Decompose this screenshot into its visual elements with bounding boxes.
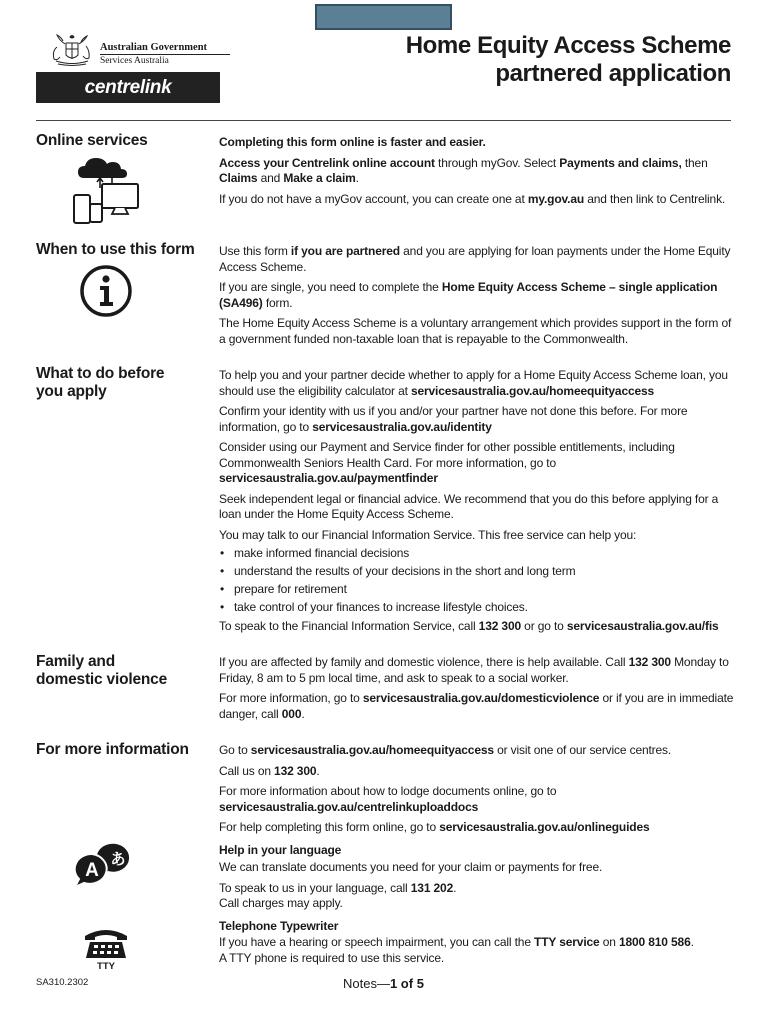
advice-paragraph: Seek independent legal or financial advice. We recommend that you do this before applying for a loan under the Home Equity Access Scheme. [219, 491, 719, 521]
list-item: • prepare for retirement [219, 582, 734, 598]
title-line-2: partnered application [495, 60, 731, 87]
online-guides-paragraph: For help completing this form online, go to servicesaustralia.gov.au/onlineguides [219, 820, 650, 834]
identity-link[interactable]: servicesaustralia.gov.au/identity [312, 419, 492, 434]
mygov-link[interactable]: my.gov.au [527, 191, 585, 206]
partnered-paragraph: Use this form if you are partnered and you are applying for loan payments under the Home Equity Access Scheme. [219, 244, 731, 274]
language-phone-paragraph: To speak to us in your language, call 131 202. [219, 880, 457, 895]
mygov-paragraph: If you do not have a myGov account, you can create one at my.gov.au and then link to Centrelink. [219, 191, 726, 206]
page-title [406, 32, 731, 88]
translate-paragraph: We can translate documents you need for your claim or payments for free. [219, 860, 603, 874]
gov-name: Australian Government [100, 42, 208, 53]
single-paragraph: If you are single, you need to complete the Home Equity Access Scheme – single application (SA496) form. [219, 280, 718, 310]
online-access-paragraph: Access your Centrelink online account through myGov. Select Payments and claims, then Claims and Make a claim. [219, 155, 708, 185]
paymentfinder-paragraph: Consider using our Payment and Service finder for other possible entitlements, including Commonwealth Seniors Health Card. For more information, go to servicesaustralia.gov.au/paymentfinder [219, 440, 675, 485]
online-intro: Completing this form online is faster and easier. [219, 135, 486, 149]
violence-heading: Family and domestic violence [36, 653, 167, 688]
tty-icon-label: TTY [97, 961, 115, 970]
language-icon-letter-a: A [85, 860, 99, 881]
language-heading: Help in your language [219, 842, 342, 857]
scheme-description: The Home Equity Access Scheme is a voluntary arrangement which provides support in the form of a government funded non-taxable loan that is repayable to the Commonwealth. [219, 316, 732, 346]
call-charges-note: Call charges may apply. [219, 896, 343, 910]
violence-info-paragraph: For more information, go to servicesaustralia.gov.au/domesticviolence or if you are in immediate danger, call 000. [219, 691, 734, 721]
before-apply-body [219, 368, 734, 639]
online-services-body [219, 135, 734, 212]
onlineguides-link[interactable]: servicesaustralia.gov.au/onlineguides [439, 820, 650, 834]
fis-bullet-list [219, 546, 734, 616]
tty-paragraph: If you have a hearing or speech impairment, you can call the TTY service on 1800 810 586. [219, 935, 694, 949]
tty-phone-icon [82, 926, 130, 970]
uploaddocs-link[interactable]: servicesaustralia.gov.au/centrelinkuploaddocs [219, 799, 479, 814]
info-icon [79, 264, 133, 318]
homeequityaccess-link[interactable]: servicesaustralia.gov.au/homeequityaccess [410, 383, 655, 398]
language-icon-glyph: あ [110, 850, 126, 868]
when-to-use-body [219, 244, 734, 352]
gov-divider [100, 54, 230, 55]
tty-requirement: A TTY phone is required to use this service. [219, 950, 445, 965]
title-divider [36, 120, 731, 121]
more-info-heading: For more information [36, 741, 189, 758]
coat-of-arms-icon [48, 33, 96, 67]
before-apply-heading: What to do before you apply [36, 365, 165, 400]
upload-docs-paragraph: For more information about how to lodge documents online, go to servicesaustralia.gov.au/centrelinkuploaddocs [219, 784, 557, 814]
when-to-use-heading: When to use this form [36, 241, 195, 258]
fis-intro: You may talk to our Financial Information Service. This free service can help you: [219, 527, 637, 542]
fis-contact-paragraph: To speak to the Financial Information Service, call 132 300 or go to servicesaustralia.gov.au/fis [219, 618, 719, 633]
online-services-heading: Online services [36, 132, 148, 149]
website-paragraph: Go to servicesaustralia.gov.au/homeequityaccess or visit one of our service centres. [219, 743, 672, 757]
agency-name: Services Australia [100, 56, 169, 66]
title-line-1: Home Equity Access Scheme [405, 32, 731, 59]
devices-cloud-icon [70, 154, 142, 226]
fis-link[interactable]: servicesaustralia.gov.au/fis [566, 618, 719, 633]
list-item: • understand the results of your decisions in the short and long term [219, 564, 734, 580]
centrelink-logo [36, 33, 220, 105]
more-info-body [219, 743, 734, 971]
language-translation-icon [72, 842, 140, 888]
tty-heading: Telephone Typewriter [219, 918, 339, 933]
calculator-paragraph: To help you and your partner decide whether to apply for a Home Equity Access Scheme loan, you should use the eligibility calculator at servicesaustralia.gov.au/homeequityaccess [219, 368, 728, 398]
phone-paragraph: Call us on 132 300. [219, 763, 320, 778]
identity-paragraph: Confirm your identity with us if you and/or your partner have not done this before. For more information, go to servicesaustralia.gov.au/identity [219, 404, 688, 434]
paymentfinder-link[interactable]: servicesaustralia.gov.au/paymentfinder [219, 471, 438, 485]
top-tab-marker [315, 4, 452, 30]
homeequityaccess-link-2[interactable]: servicesaustralia.gov.au/homeequityaccess [250, 743, 494, 757]
list-item: • take control of your finances to increase lifestyle choices. [219, 600, 734, 616]
violence-body [219, 655, 734, 727]
page-number: Notes—1 of 5 [343, 976, 424, 991]
form-code: SA310.2302 [36, 977, 89, 988]
domesticviolence-link[interactable]: servicesaustralia.gov.au/domesticviolence [362, 691, 600, 705]
brand-bar: centrelink [36, 72, 220, 103]
violence-help-paragraph: If you are affected by family and domestic violence, there is help available. Call 132 300 Monday to Friday, 8 am to 5 pm local time, and ask to speak to a social worker. [219, 655, 729, 685]
list-item: • make informed financial decisions [219, 546, 734, 562]
